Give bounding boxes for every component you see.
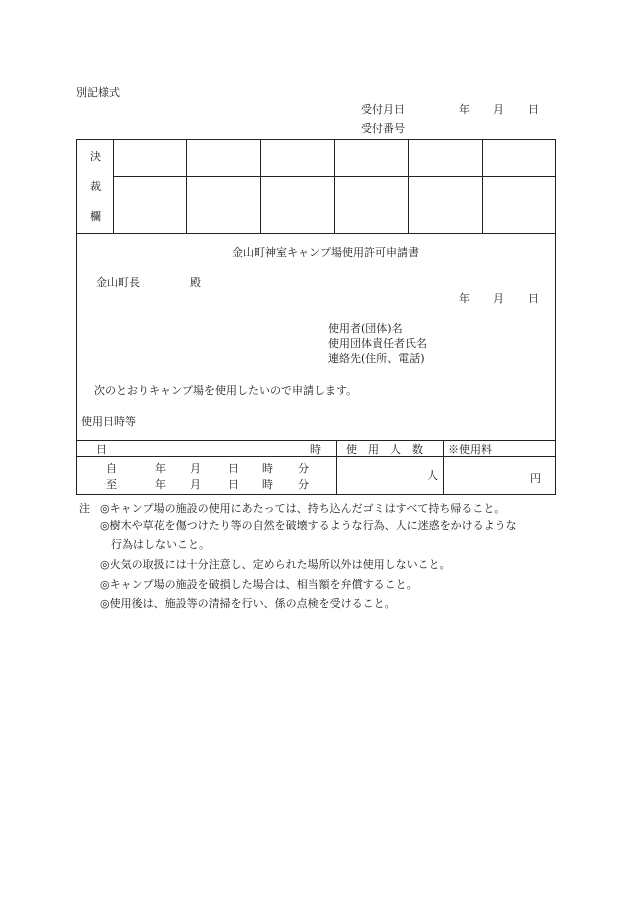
application-day: 日 [528, 292, 539, 305]
approval-col-line [408, 139, 409, 233]
approval-col-line [186, 139, 187, 233]
approval-col-line [482, 139, 483, 233]
contact-label: 連絡先(住所、電話) [328, 352, 425, 365]
usage-to-minute: 分 [298, 478, 309, 491]
addressee: 金山町長 [96, 276, 140, 289]
approval-col-line [334, 139, 335, 233]
usage-from-hour: 時 [262, 462, 273, 475]
received-year: 年 [459, 103, 470, 116]
usage-table-col-line [336, 440, 337, 495]
usage-col-time: 時 [310, 443, 321, 456]
leader-name-label: 使用団体責任者氏名 [328, 337, 427, 350]
user-name-label: 使用者(団体)名 [328, 322, 403, 335]
note-item: 行為はしないこと。 [111, 538, 210, 551]
yen-unit: 円 [530, 472, 541, 485]
application-form [76, 139, 556, 495]
application-title: 金山町神室キャンプ場使用許可申請書 [232, 246, 419, 259]
note-item: ◎キャンプ場の施設の使用にあたっては、持ち込んだゴミはすべて持ち帰ること。 [100, 502, 506, 515]
usage-to-day: 日 [228, 478, 239, 491]
approval-char: 決 [90, 150, 101, 163]
usage-from-minute: 分 [298, 462, 309, 475]
receipt-number-label: 受付番号 [361, 122, 405, 135]
approval-col-line [260, 139, 261, 233]
usage-from-month: 月 [190, 462, 201, 475]
approval-bottom-line [76, 233, 556, 234]
people-unit: 人 [427, 469, 438, 482]
usage-from-label: 自 [106, 462, 117, 475]
honorific: 殿 [190, 276, 201, 289]
usage-table-col-line [443, 440, 444, 495]
received-month: 月 [493, 103, 504, 116]
usage-col-fee: ※使用料 [448, 443, 492, 456]
usage-table-header-line [76, 456, 556, 457]
application-statement: 次のとおりキャンプ場を使用したいので申請します。 [94, 384, 358, 397]
usage-to-label: 至 [106, 478, 117, 491]
form-label: 別記様式 [76, 86, 120, 99]
approval-char: 裁 [90, 180, 101, 193]
usage-to-year: 年 [155, 478, 166, 491]
received-day: 日 [528, 103, 539, 116]
received-date-label: 受付月日 [361, 103, 405, 116]
application-year: 年 [459, 292, 470, 305]
usage-col-users: 使 用 人 数 [346, 443, 423, 456]
usage-col-day: 日 [96, 443, 107, 456]
notes-prefix: 注 [79, 502, 90, 515]
application-month: 月 [493, 292, 504, 305]
usage-from-year: 年 [155, 462, 166, 475]
usage-table-top-line [76, 440, 556, 441]
note-item: ◎火気の取扱には十分注意し、定められた場所以外は使用しないこと。 [100, 558, 451, 571]
approval-col-line [113, 139, 114, 233]
usage-from-day: 日 [228, 462, 239, 475]
usage-to-month: 月 [190, 478, 201, 491]
approval-char: 欄 [90, 210, 101, 223]
usage-to-hour: 時 [262, 478, 273, 491]
note-item: ◎樹木や草花を傷つけたり等の自然を破壊するような行為、人に迷惑をかけるような [100, 519, 517, 532]
note-item: ◎使用後は、施設等の清掃を行い、係の点検を受けること。 [100, 597, 396, 610]
usage-datetime-label: 使用日時等 [81, 415, 136, 428]
note-item: ◎キャンプ場の施設を破損した場合は、相当額を弁償すること。 [100, 578, 418, 591]
